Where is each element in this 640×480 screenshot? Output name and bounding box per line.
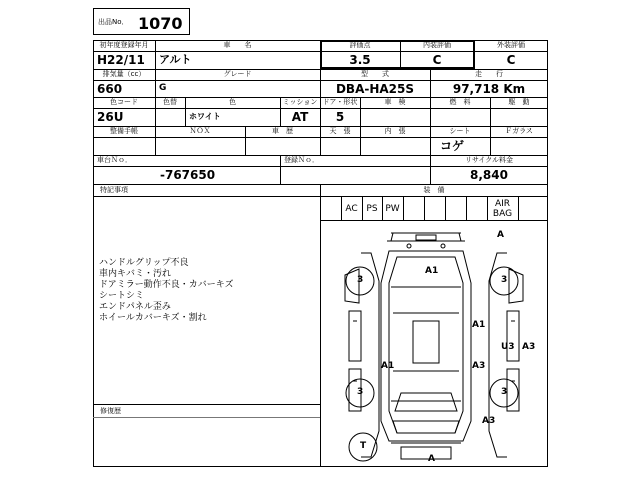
rule [445, 196, 446, 220]
score-label: 評価点 [349, 41, 371, 49]
transmission-label: ミッション [282, 98, 318, 106]
grade-value: G [159, 83, 167, 93]
note-item: ドアミラー動作不良・カバーキズ [99, 280, 234, 290]
glass-label: Ｆガラス [505, 127, 533, 135]
mileage-label: 走 行 [475, 70, 503, 78]
score-value: 3.5 [349, 53, 371, 67]
rule [466, 196, 467, 220]
manual-label: 整備手帳 [110, 127, 138, 135]
equipment-ac: AC [345, 204, 358, 214]
interior-value: C [432, 53, 442, 67]
history-label: 車 歴 [272, 127, 293, 135]
damage-right-edge: A3 [522, 342, 536, 352]
tire-front-right: 3 [501, 275, 508, 285]
rule [93, 404, 321, 405]
displacement-label: 排気量（cc） [102, 70, 146, 78]
remarks-label: 特記事項 [100, 186, 128, 194]
rule [424, 196, 425, 220]
color-label: 色 [229, 98, 236, 106]
equipment-airbag: AIR BAG [492, 199, 513, 219]
rule [93, 166, 548, 167]
color-code-value: 26U [97, 110, 124, 124]
year-value: H22/11 [97, 53, 145, 67]
chassis-value: -767650 [160, 168, 216, 182]
car-name-label: 車 名 [223, 41, 252, 49]
exterior-value: C [506, 53, 516, 67]
displacement-value: 660 [97, 82, 123, 96]
exterior-label: 外装評価 [497, 41, 525, 49]
tire-front-left: 3 [357, 275, 364, 285]
damage-front-bumper: A [497, 230, 504, 240]
equipment-pw: PW [385, 204, 400, 214]
color-code-label: 色コード [110, 98, 138, 106]
equipment-ps: PS [366, 204, 378, 214]
damage-hood: A1 [425, 266, 439, 276]
damage-right-rocker: U3 [501, 342, 515, 352]
fuel-label: 燃 料 [449, 98, 471, 106]
year-label: 初年度登録年月 [99, 41, 149, 49]
note-item: エンドパネル歪み [99, 302, 171, 312]
drive-label: 駆 動 [508, 98, 530, 106]
rule [518, 196, 519, 220]
note-item: ハンドルグリップ不良 [99, 258, 189, 268]
tire-rear-left: 3 [357, 387, 364, 397]
damage-right-rear-door: A3 [472, 361, 486, 371]
lot-number-label: 出品No． [98, 18, 129, 26]
lot-number-box [93, 8, 190, 35]
tire-rear-right: 3 [501, 387, 508, 397]
model-value: DBA-HA25S [335, 82, 415, 96]
repair-label: 修復歴 [100, 407, 121, 415]
nox-label: ＮＯＸ [189, 127, 211, 135]
rule [403, 196, 404, 220]
model-label: 型 式 [361, 70, 389, 78]
note-item: ホイールカバーキズ・割れ [99, 313, 207, 323]
registration-label: 登録Ｎｏ． [284, 156, 319, 164]
recycle-label: リサイクル料金 [464, 156, 514, 164]
seat-value: コゲ [440, 139, 465, 153]
note-item: シートシミ [99, 291, 145, 301]
damage-rear-bumper: A [428, 454, 435, 464]
doors-label: ドア・形状 [322, 98, 358, 106]
lot-number: 1070 [138, 14, 183, 33]
recycle-value: 8,840 [470, 168, 508, 182]
mileage-value: 97,718 Km [452, 82, 526, 96]
transmission-value: AT [291, 110, 309, 124]
damage-right-front-fender: A1 [472, 320, 486, 330]
rule-dotted [93, 417, 321, 418]
doors-value: 5 [335, 110, 345, 124]
car-name-value: アルト [159, 53, 192, 66]
damage-left-door: A1 [381, 361, 395, 371]
notes-list [99, 258, 234, 324]
roof-label: 天 張 [329, 127, 351, 135]
spare-tire: T [360, 441, 367, 451]
rule [280, 155, 281, 184]
color-no-label: 色替 [163, 98, 177, 106]
color-value: ホワイト [189, 112, 221, 121]
note-item: 車内キバミ・汚れ [99, 269, 172, 279]
inspection-label: 車 検 [384, 98, 406, 106]
chassis-label: 車台Ｎｏ． [97, 156, 132, 164]
grade-label: グレード [223, 70, 252, 78]
damage-rear-right-quarter: A3 [482, 416, 496, 426]
equipment-label: 装 備 [423, 186, 445, 194]
seat-label: シート [449, 127, 471, 135]
interior-label: 内装評価 [423, 41, 451, 49]
upholstery-label: 内 張 [384, 127, 406, 135]
